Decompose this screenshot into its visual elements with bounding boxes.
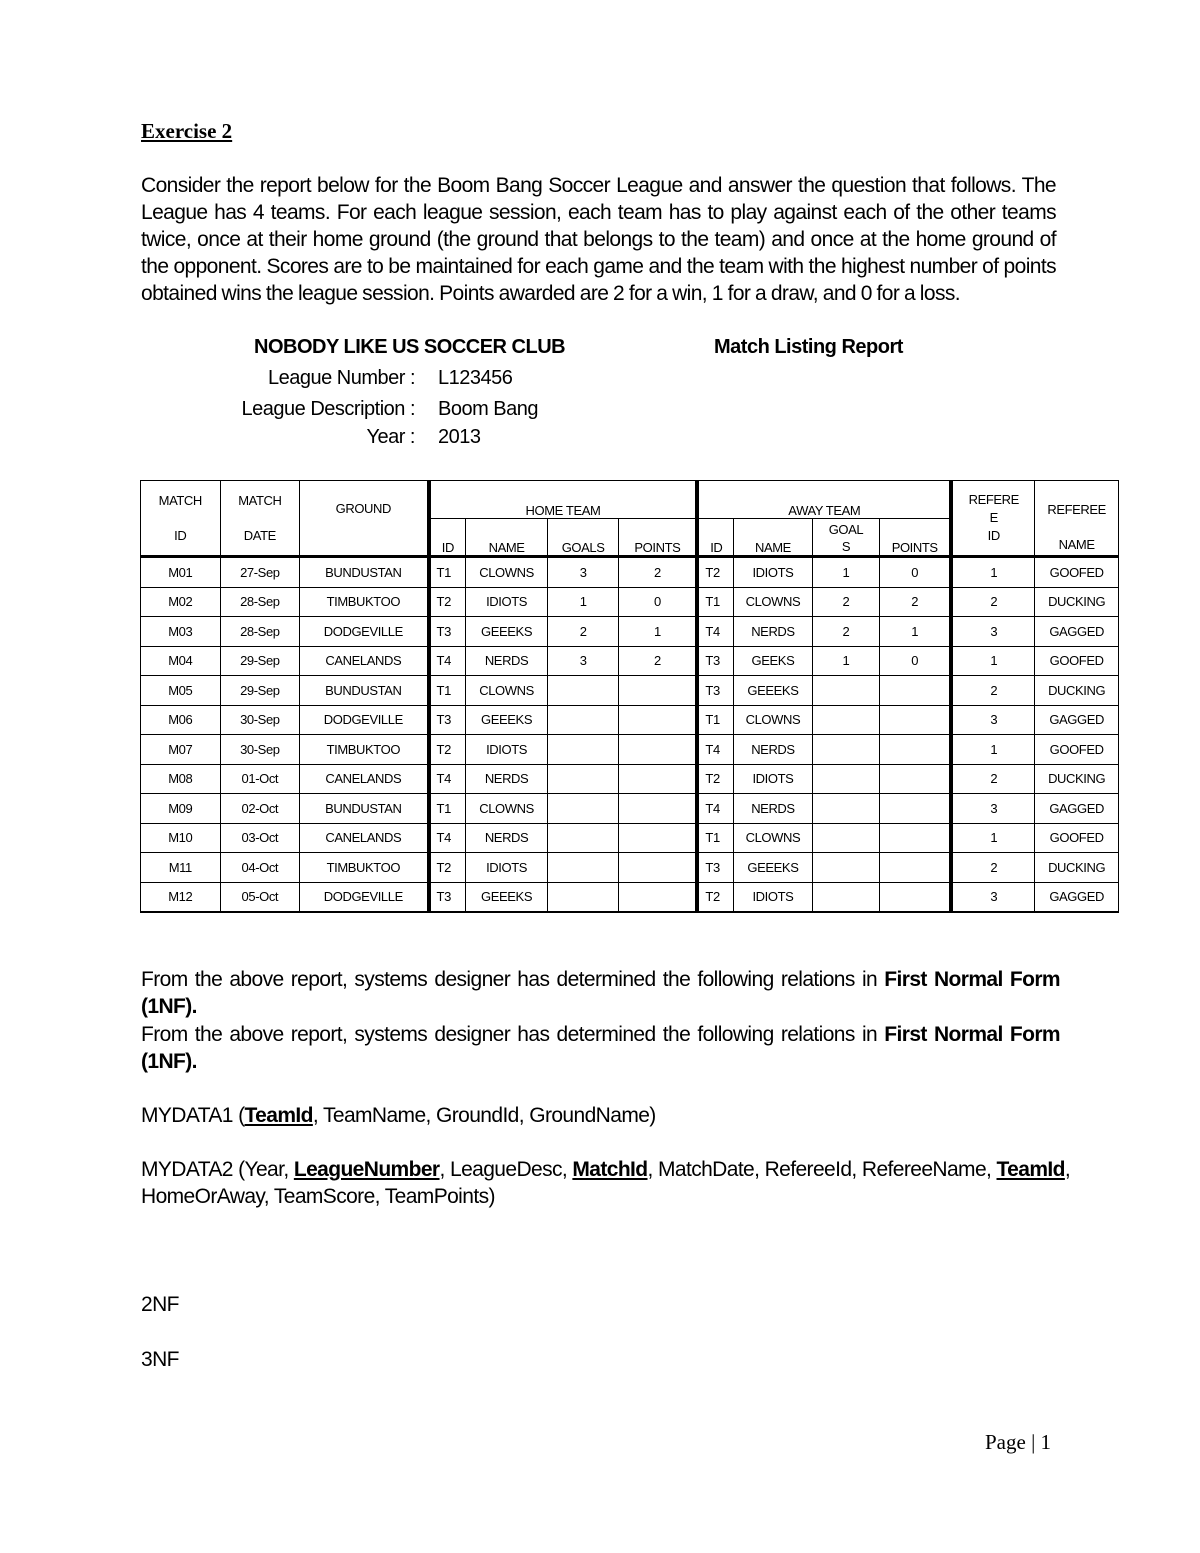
header-away-id: ID	[697, 519, 733, 557]
cell-home-points: 0	[619, 587, 698, 617]
table-row	[141, 557, 1119, 588]
cell-home-name: GEEEKS	[466, 705, 548, 735]
league-description-value: Boom Bang	[438, 398, 539, 420]
table-row	[141, 676, 1119, 706]
cell-home-goals	[547, 676, 619, 706]
cell-ground: TIMBUKTOO	[300, 735, 429, 765]
cell-home-name: CLOWNS	[466, 557, 548, 588]
cell-referee-name: DUCKING	[1035, 587, 1119, 617]
cell-away-points	[880, 882, 952, 912]
cell-home-id: T1	[429, 794, 466, 824]
cell-ground: DODGEVILLE	[300, 882, 429, 912]
header-home-name: NAME	[466, 519, 548, 557]
cell-home-goals	[547, 705, 619, 735]
cell-home-goals: 1	[547, 587, 619, 617]
match-listing-table	[140, 480, 1119, 913]
cell-referee-name: GOOFED	[1035, 823, 1119, 853]
mydata1-prefix: MYDATA1 (	[141, 1104, 245, 1127]
cell-match-date: 01-Oct	[220, 764, 300, 794]
label-3nf: 3NF	[141, 1348, 179, 1371]
cell-referee-id: 2	[951, 764, 1035, 794]
cell-referee-name: GAGGED	[1035, 705, 1119, 735]
cell-home-id: T2	[429, 735, 466, 765]
table-row	[141, 853, 1119, 883]
cell-referee-name: DUCKING	[1035, 764, 1119, 794]
cell-ground: TIMBUKTOO	[300, 587, 429, 617]
cell-away-goals: 2	[812, 617, 879, 647]
cell-ground: CANELANDS	[300, 764, 429, 794]
cell-home-goals	[547, 764, 619, 794]
cell-away-points	[880, 823, 952, 853]
table-row	[141, 882, 1119, 912]
cell-referee-id: 3	[951, 705, 1035, 735]
cell-home-points	[619, 705, 698, 735]
cell-ground: BUNDUSTAN	[300, 557, 429, 588]
cell-home-goals	[547, 853, 619, 883]
cell-away-name: CLOWNS	[734, 823, 813, 853]
table-row	[141, 617, 1119, 647]
nf-paragraph-2	[141, 1021, 1060, 1075]
cell-home-id: T2	[429, 853, 466, 883]
cell-match-id: M01	[141, 557, 221, 588]
cell-away-name: IDIOTS	[734, 764, 813, 794]
header-referee-name: REFEREE NAME	[1035, 481, 1119, 557]
cell-home-goals: 3	[547, 646, 619, 676]
cell-home-points	[619, 764, 698, 794]
cell-away-id: T3	[697, 646, 733, 676]
cell-home-name: NERDS	[466, 823, 548, 853]
cell-away-goals	[812, 882, 879, 912]
cell-match-date: 02-Oct	[220, 794, 300, 824]
cell-ground: BUNDUSTAN	[300, 676, 429, 706]
cell-away-goals	[812, 676, 879, 706]
cell-away-name: IDIOTS	[734, 557, 813, 588]
cell-away-id: T3	[697, 676, 733, 706]
header-away-goals: GOAL S	[812, 519, 879, 557]
cell-away-name: IDIOTS	[734, 882, 813, 912]
table-row	[141, 764, 1119, 794]
header-home-points: POINTS	[619, 519, 698, 557]
cell-referee-name: GOOFED	[1035, 557, 1119, 588]
cell-referee-id: 3	[951, 617, 1035, 647]
cell-match-date: 30-Sep	[220, 705, 300, 735]
cell-away-name: NERDS	[734, 735, 813, 765]
cell-home-name: IDIOTS	[466, 853, 548, 883]
cell-match-id: M08	[141, 764, 221, 794]
cell-away-name: GEEEKS	[734, 853, 813, 883]
cell-home-points	[619, 853, 698, 883]
cell-home-points: 2	[619, 557, 698, 588]
cell-match-id: M05	[141, 676, 221, 706]
header-match-date: MATCH DATE	[220, 481, 300, 557]
cell-home-points	[619, 823, 698, 853]
league-number-value: L123456	[438, 367, 513, 389]
cell-home-id: T2	[429, 587, 466, 617]
mydata2-key-league-number: LeagueNumber	[293, 1158, 440, 1181]
cell-match-date: 04-Oct	[220, 853, 300, 883]
exercise-title: Exercise 2	[141, 119, 233, 143]
cell-home-id: T4	[429, 764, 466, 794]
cell-referee-name: GOOFED	[1035, 735, 1119, 765]
header-away-name: NAME	[734, 519, 813, 557]
cell-match-date: 05-Oct	[220, 882, 300, 912]
table-row	[141, 794, 1119, 824]
table-row	[141, 823, 1119, 853]
cell-away-id: T2	[697, 557, 733, 588]
cell-away-goals: 1	[812, 646, 879, 676]
cell-home-points	[619, 882, 698, 912]
cell-home-name: IDIOTS	[466, 587, 548, 617]
cell-referee-id: 2	[951, 676, 1035, 706]
cell-referee-id: 2	[951, 587, 1035, 617]
header-home-team: HOME TEAM	[429, 481, 698, 519]
cell-away-goals	[812, 823, 879, 853]
cell-ground: DODGEVILLE	[300, 705, 429, 735]
cell-away-points	[880, 735, 952, 765]
cell-referee-id: 1	[951, 646, 1035, 676]
mydata2-mid2: , MatchDate, RefereeId, RefereeName,	[647, 1158, 997, 1181]
cell-home-name: NERDS	[466, 646, 548, 676]
table-row	[141, 646, 1119, 676]
label-2nf: 2NF	[141, 1293, 179, 1316]
cell-referee-id: 3	[951, 794, 1035, 824]
cell-away-id: T1	[697, 587, 733, 617]
cell-referee-name: DUCKING	[1035, 853, 1119, 883]
cell-match-id: M12	[141, 882, 221, 912]
league-description-label: League Description :	[241, 398, 415, 420]
cell-match-date: 29-Sep	[220, 676, 300, 706]
cell-away-id: T1	[697, 705, 733, 735]
cell-away-name: GEEKS	[734, 646, 813, 676]
cell-away-points	[880, 794, 952, 824]
cell-away-goals	[812, 735, 879, 765]
cell-match-date: 30-Sep	[220, 735, 300, 765]
mydata2-rest: , HomeOrAway, TeamScore, TeamPoints)	[141, 1158, 1071, 1208]
cell-away-id: T4	[697, 617, 733, 647]
cell-away-id: T1	[697, 823, 733, 853]
cell-away-goals	[812, 853, 879, 883]
intro-paragraph: Consider the report below for the Boom Bang Soccer League and answer the question that follows. The League has 4 teams. For each league session, each team has to play against each of the other teams twice, once at their home ground (the ground that belongs to the team) and once at the home ground of the opponent. Scores are to be maintained for each game and the team with the highest number of points obtained wins the league session. Points awarded are 2 for a win, 1 for a draw, and 0 for a loss.	[141, 174, 1056, 305]
table-row	[141, 705, 1119, 735]
cell-match-id: M11	[141, 853, 221, 883]
cell-referee-name: GAGGED	[1035, 882, 1119, 912]
cell-away-points	[880, 853, 952, 883]
table-row	[141, 587, 1119, 617]
mydata1-relation	[141, 1102, 1101, 1129]
year-label: Year :	[366, 426, 415, 448]
header-home-id: ID	[429, 519, 466, 557]
cell-away-points	[880, 705, 952, 735]
cell-referee-name: GOOFED	[1035, 646, 1119, 676]
cell-home-id: T3	[429, 705, 466, 735]
mydata1-key: TeamId	[244, 1104, 313, 1127]
cell-home-points	[619, 735, 698, 765]
cell-match-date: 29-Sep	[220, 646, 300, 676]
mydata2-prefix: MYDATA2 (Year,	[141, 1158, 294, 1181]
cell-match-id: M04	[141, 646, 221, 676]
nf-paragraph-1-text: From the above report, systems designer has determined the following relations in	[141, 968, 885, 991]
cell-home-name: IDIOTS	[466, 735, 548, 765]
cell-home-points	[619, 794, 698, 824]
cell-away-id: T3	[697, 853, 733, 883]
header-away-points: POINTS	[880, 519, 952, 557]
cell-away-points	[880, 676, 952, 706]
cell-home-id: T3	[429, 882, 466, 912]
cell-referee-id: 1	[951, 823, 1035, 853]
cell-home-goals	[547, 823, 619, 853]
cell-away-goals	[812, 764, 879, 794]
cell-away-goals: 2	[812, 587, 879, 617]
header-home-goals: GOALS	[547, 519, 619, 557]
cell-away-name: CLOWNS	[734, 587, 813, 617]
cell-home-points	[619, 676, 698, 706]
cell-match-id: M10	[141, 823, 221, 853]
club-name: NOBODY LIKE US SOCCER CLUB	[254, 336, 566, 358]
cell-home-goals: 3	[547, 557, 619, 588]
cell-away-id: T2	[697, 764, 733, 794]
cell-home-name: NERDS	[466, 764, 548, 794]
nf-paragraph-2-text: From the above report, systems designer has determined the following relations in	[141, 1023, 885, 1046]
cell-home-name: CLOWNS	[466, 794, 548, 824]
cell-referee-id: 3	[951, 882, 1035, 912]
mydata2-key-match-id: MatchId	[572, 1158, 648, 1181]
cell-away-name: NERDS	[734, 617, 813, 647]
cell-match-id: M02	[141, 587, 221, 617]
cell-referee-name: GAGGED	[1035, 617, 1119, 647]
cell-home-id: T3	[429, 617, 466, 647]
cell-match-date: 03-Oct	[220, 823, 300, 853]
cell-match-date: 28-Sep	[220, 587, 300, 617]
cell-away-goals	[812, 705, 879, 735]
cell-away-goals	[812, 794, 879, 824]
mydata2-mid1: , LeagueDesc,	[439, 1158, 573, 1181]
cell-referee-id: 2	[951, 853, 1035, 883]
cell-home-goals: 2	[547, 617, 619, 647]
cell-away-name: CLOWNS	[734, 705, 813, 735]
cell-match-id: M03	[141, 617, 221, 647]
cell-match-date: 27-Sep	[220, 557, 300, 588]
cell-home-id: T1	[429, 676, 466, 706]
cell-away-points: 0	[880, 646, 952, 676]
cell-match-id: M06	[141, 705, 221, 735]
cell-match-id: M07	[141, 735, 221, 765]
header-referee-id: REFERE E ID	[951, 481, 1035, 557]
cell-home-goals	[547, 794, 619, 824]
cell-away-goals: 1	[812, 557, 879, 588]
cell-away-id: T4	[697, 735, 733, 765]
cell-referee-name: DUCKING	[1035, 676, 1119, 706]
nf-paragraph-1-bold: First Normal Form (1NF).	[141, 968, 1061, 1018]
table-row	[141, 735, 1119, 765]
cell-away-name: NERDS	[734, 794, 813, 824]
cell-away-points	[880, 764, 952, 794]
cell-home-goals	[547, 735, 619, 765]
mydata1-rest: , TeamName, GroundId, GroundName)	[312, 1104, 656, 1127]
cell-away-name: GEEEKS	[734, 676, 813, 706]
cell-ground: BUNDUSTAN	[300, 794, 429, 824]
cell-match-id: M09	[141, 794, 221, 824]
cell-home-goals	[547, 882, 619, 912]
cell-away-points: 1	[880, 617, 952, 647]
nf-paragraph-1	[141, 966, 1060, 1020]
cell-match-date: 28-Sep	[220, 617, 300, 647]
table-body	[141, 557, 1119, 913]
cell-ground: CANELANDS	[300, 823, 429, 853]
header-ground: GROUND	[300, 481, 429, 557]
cell-ground: CANELANDS	[300, 646, 429, 676]
mydata2-key-team-id: TeamId	[996, 1158, 1065, 1181]
year-value: 2013	[438, 426, 481, 448]
nf-paragraph-2-bold: First Normal Form (1NF).	[141, 1023, 1061, 1073]
cell-away-points: 0	[880, 557, 952, 588]
cell-referee-id: 1	[951, 735, 1035, 765]
cell-home-id: T4	[429, 823, 466, 853]
cell-home-id: T4	[429, 646, 466, 676]
cell-home-points: 2	[619, 646, 698, 676]
report-title: Match Listing Report	[714, 336, 903, 358]
cell-home-id: T1	[429, 557, 466, 588]
cell-referee-id: 1	[951, 557, 1035, 588]
cell-away-points: 2	[880, 587, 952, 617]
cell-home-name: GEEEKS	[466, 617, 548, 647]
cell-ground: TIMBUKTOO	[300, 853, 429, 883]
league-number-label: League Number :	[267, 367, 415, 389]
cell-home-name: CLOWNS	[466, 676, 548, 706]
page-footer: Page | 1	[985, 1430, 1052, 1454]
cell-away-id: T4	[697, 794, 733, 824]
header-away-team: AWAY TEAM	[697, 481, 951, 519]
mydata2-relation	[141, 1156, 1101, 1210]
header-match-id: MATCH ID	[141, 481, 221, 557]
cell-referee-name: GAGGED	[1035, 794, 1119, 824]
cell-away-id: T2	[697, 882, 733, 912]
cell-ground: DODGEVILLE	[300, 617, 429, 647]
cell-home-points: 1	[619, 617, 698, 647]
cell-home-name: GEEEKS	[466, 882, 548, 912]
